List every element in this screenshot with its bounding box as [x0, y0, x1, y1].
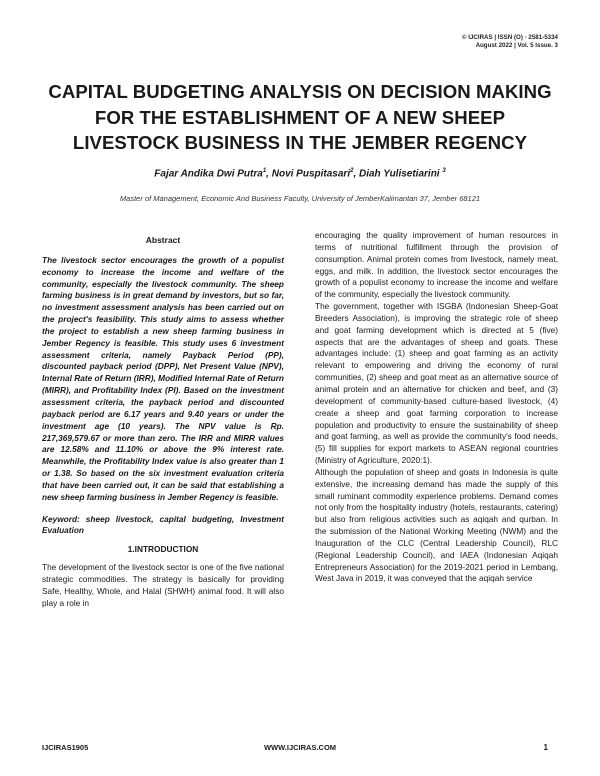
- right-column: [315, 230, 558, 585]
- author-name: Novi Puspitasari: [271, 168, 351, 180]
- author-mark: 1: [262, 168, 267, 174]
- title-line-3: LIVESTOCK BUSINESS IN THE JEMBER REGENCY: [72, 132, 528, 153]
- abstract-heading: Abstract: [145, 235, 181, 245]
- affiliation: Master of Management, Economic And Business Faculty, University of JemberKalimantan 37, Jember 68121: [119, 194, 481, 203]
- author-name: Diah Yulisetiarini: [359, 168, 440, 180]
- footer-website: WWW.IJCIRAS.COM: [263, 743, 337, 752]
- author-mark: 2: [350, 168, 354, 174]
- author-name: Fajar Andika Dwi Putra: [154, 168, 263, 180]
- author-list: Fajar Andika Dwi Putra$^1$, Novi Puspitasari$^2$, Diah Yulisetiarini $^3$: [154, 168, 446, 180]
- body-paragraph: The government, together with ISGBA (Indonesian Sheep-Goat Breeders Association), is improving the strategic role of sheep and goat farming development which is directed at 5 (five) aspects that are the advantages of sheep and goats. These advantages include: (1) sheep and goat farming as an activity relevant to empowering and driving the economy of rural communities, (2) sheep and goat meat as an alternative source of animal protein and an alternative for chicken and beef, and (3) development of community-based culture-based livestock, (4) create a sheep and goat farming corporation to increase population and productivity to ensure the sustainability of sheep and goat farming, as well as provide the community's food needs, (5) fill supplies for export markets to ASEAN regional countries (Ministry of Agriculture, 2020:1).: [315, 301, 558, 466]
- intro-paragraph: The development of the livestock sector is one of the five national strategic commodities. The strategy is basically for providing Safe, Healthy, Whole, and Halal (SHWH) animal food. It will also play a role in: [42, 562, 284, 608]
- keywords: Keyword: sheep livestock, capital budgeting, Investment Evaluation: [42, 513, 284, 536]
- author-mark: 3: [442, 168, 446, 174]
- section-heading-introduction: 1.INTRODUCTION: [127, 544, 199, 555]
- title-line-1: CAPITAL BUDGETING ANALYSIS ON DECISION MAKING: [48, 81, 552, 102]
- abstract-body: The livestock sector encourages the growth of a populist economy to increase the income and welfare of the community, especially the livestock community. The sheep farming business is in great demand by investors, but so far, no investment assessment analysis has been carried out on the project's feasibility. This study aims to assess whether the project to establish a new sheep farming business in Jember Regency is feasible. This study uses 6 investment assessment criteria, namely Payback Period (PP), discounted payback period (DPP), Net Present Value (NPV), Internal Rate of Return (IRR), Modified Internal Rate of Return (MIRR), and Profitability Index (PI). Based on the investment assessment criteria, the payback period and discounted payback period are 6.17 years and 9.40 years or under the investment age (10 years). The NPV value is Rp. 217,369,579.67 or more than zero. The IRR and MIRR values are 12.58% and 11.10% or above the 9% interest rate. Meanwhile, the Profitability Index value is also greater than 1 or 1.38. So based on the six investment evaluation criteria that have been carried out, it can be said that establishing a new sheep farming business in Jember Regency is feasible.: [42, 254, 284, 502]
- page-number: 1: [543, 743, 548, 752]
- journal-issue: August 2022 | Vol. 5 Issue. 3: [475, 42, 558, 49]
- journal-issn: © IJCIRAS | ISSN (O) - 2581-5334: [461, 34, 558, 41]
- paper-title: [30, 79, 570, 156]
- title-line-2: FOR THE ESTABLISHMENT OF A NEW SHEEP: [94, 106, 506, 128]
- footer-paper-id: IJCIRAS1905: [42, 743, 89, 752]
- body-paragraph: encouraging the quality improvement of human resources in terms of nutritional fulfillment through the provision of consumption. Animal protein comes from livestock, namely meat, eggs, and milk. In addition, the livestock sector encourages the growth of a populist economy to increase the income and welfare of the community, especially the livestock community.: [315, 230, 558, 300]
- left-column: [42, 230, 284, 609]
- body-paragraph: Although the population of sheep and goats in Indonesia is quite extensive, the increasing demand has made the supply of this small ruminant commodity experience problems. Demand comes not only from the hospitality industry (hotels, restaurants, catering) but also from religious activities such as aqiqah and qurban. In the submission of the National Working Meeting (NWM) and the Inauguration of the CLC (Central Leadership Council), RLC (Regional Leadership Council), and IAEA (Indonesian Aqiqah Entrepreneurs Association) for the 2019-2021 period in Lembang, West Java in 2019, it was conveyed that the aqiqah service: [315, 466, 558, 584]
- journal-meta: [462, 34, 558, 50]
